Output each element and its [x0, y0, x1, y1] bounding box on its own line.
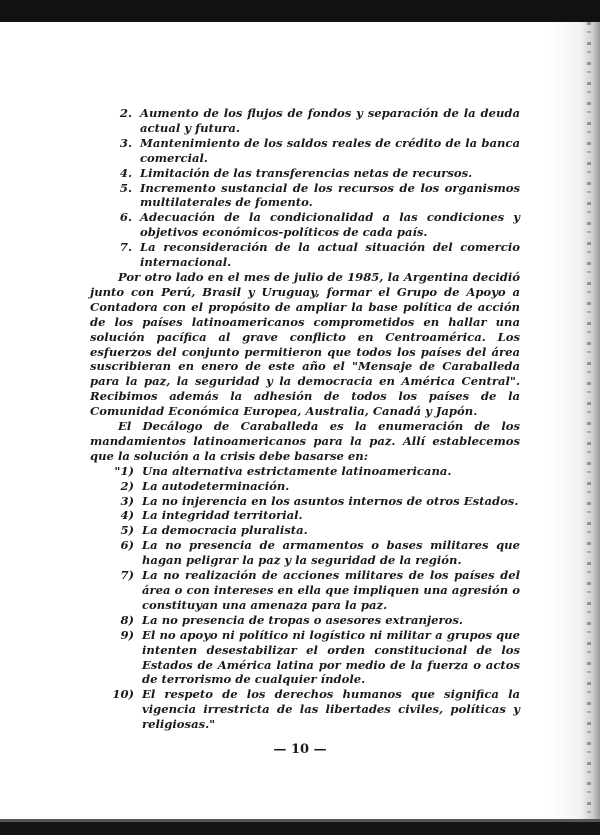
list-item: [90, 166, 520, 181]
list-item: [90, 106, 520, 136]
scan-top-border: [0, 0, 600, 22]
list-item-number: "1): [114, 463, 134, 478]
list-item: [90, 523, 520, 538]
list-item-text: La autodeterminación.: [142, 478, 290, 493]
list-item-number: 2.: [119, 106, 132, 120]
list-item: [90, 538, 520, 568]
list-item-text: Incremento sustancial de los recursos de los organismos multilaterales de fomento.: [140, 180, 520, 210]
list-item: [90, 181, 520, 211]
list-item-text: El no apoyo ni político ni logístico ni militar a grupos que intenten desestabilizar el orden constitucional de los Estados de América latina por medio de la fuerza o actos de terrorismo de cualquier índole.: [142, 627, 520, 687]
list-item: [90, 613, 520, 628]
list-item-number: 4): [120, 508, 134, 523]
list-item-number: 8): [120, 612, 134, 627]
list-item-text: La no injerencia en los asuntos internos de otros Estados.: [142, 493, 519, 508]
list-item-text: La reconsideración de la actual situación del comercio internacional.: [140, 240, 520, 270]
list-item-text: La no presencia de tropas o asesores extranjeros.: [142, 612, 463, 627]
page-number: — 10 —: [273, 742, 327, 757]
policy-list: [90, 106, 520, 270]
list-item: [90, 494, 520, 509]
list-item-number: 4.: [119, 165, 132, 180]
list-item-text: La democracia pluralista.: [142, 523, 308, 538]
scan-binding-edge: [550, 22, 600, 822]
scan-bottom-border: [0, 822, 600, 835]
list-item: [90, 568, 520, 613]
list-item-text: Limitación de las transferencias netas de recursos.: [140, 165, 473, 180]
list-item-number: 9): [120, 627, 134, 642]
paragraph-grupo-de-apoyo: Por otro lado en el mes de julio de 1985, la Argentina decidió junto con Perú, Brasil y Uruguay, formar el Grupo de Apoyo a Contadora con el propósito de ampliar la base política de acción de los países latinoamericanos comprometidos en hallar una solución pacífica al grave conflicto en Centroamérica. Los esfuerzos del conjunto permitieron que todos los países del área suscribieran en enero de este año el "Mensaje de Caraballeda para la paz, la seguridad y la democracia en América Central". Recibimos además la adhesión de todos los países de la Comunidad Económica Europea, Australia, Canadá y Japón.: [90, 269, 520, 419]
list-item: [90, 240, 520, 270]
list-item-number: 5): [120, 523, 134, 538]
list-item-number: 6): [120, 538, 134, 553]
list-item: [90, 687, 520, 732]
list-item-text: Mantenimiento de los saldos reales de crédito de la banca comercial.: [140, 135, 520, 165]
list-item-text: El respeto de los derechos humanos que significa la vigencia irrestricta de las libertades civiles, políticas y religiosas.": [142, 687, 520, 732]
list-item-text: La integridad territorial.: [142, 508, 303, 523]
page-body: [90, 106, 520, 732]
list-item-text: Una alternativa estrictamente latinoamericana.: [142, 463, 452, 478]
list-item-text: La no presencia de armamentos o bases militares que hagan peligrar la paz y la seguridad de la región.: [142, 538, 520, 568]
list-item-text: Adecuación de la condicionalidad a las condiciones y objetivos económicos-políticos de cada país.: [140, 210, 520, 240]
list-item-number: 6.: [119, 210, 132, 225]
list-item-text: Aumento de los flujos de fondos y separación de la deuda actual y futura.: [140, 106, 520, 135]
decalogo-list: [90, 464, 520, 732]
list-item-number: 3): [120, 493, 134, 508]
list-item-text: La no realización de acciones militares de los países del área o con intereses en ella que impliquen una agresión o constituyan una amenaza para la paz.: [142, 568, 520, 612]
list-item: [90, 508, 520, 523]
list-item-number: 3.: [119, 135, 132, 150]
list-item: [90, 628, 520, 688]
list-item-number: 7.: [119, 240, 132, 255]
list-item-number: 7): [120, 568, 134, 583]
list-item: [90, 479, 520, 494]
list-item: [90, 464, 520, 479]
list-item-number: 5.: [119, 180, 132, 195]
paragraph-decalogo: El Decálogo de Caraballeda es la enumeración de los mandamientos latinoamericanos para la paz. Allí establecemos que la solución a la crisis debe basarse en:: [90, 419, 520, 463]
list-item: [90, 210, 520, 240]
list-item-number: 2): [120, 478, 134, 493]
list-item: [90, 136, 520, 166]
list-item-number: 10): [112, 687, 134, 702]
